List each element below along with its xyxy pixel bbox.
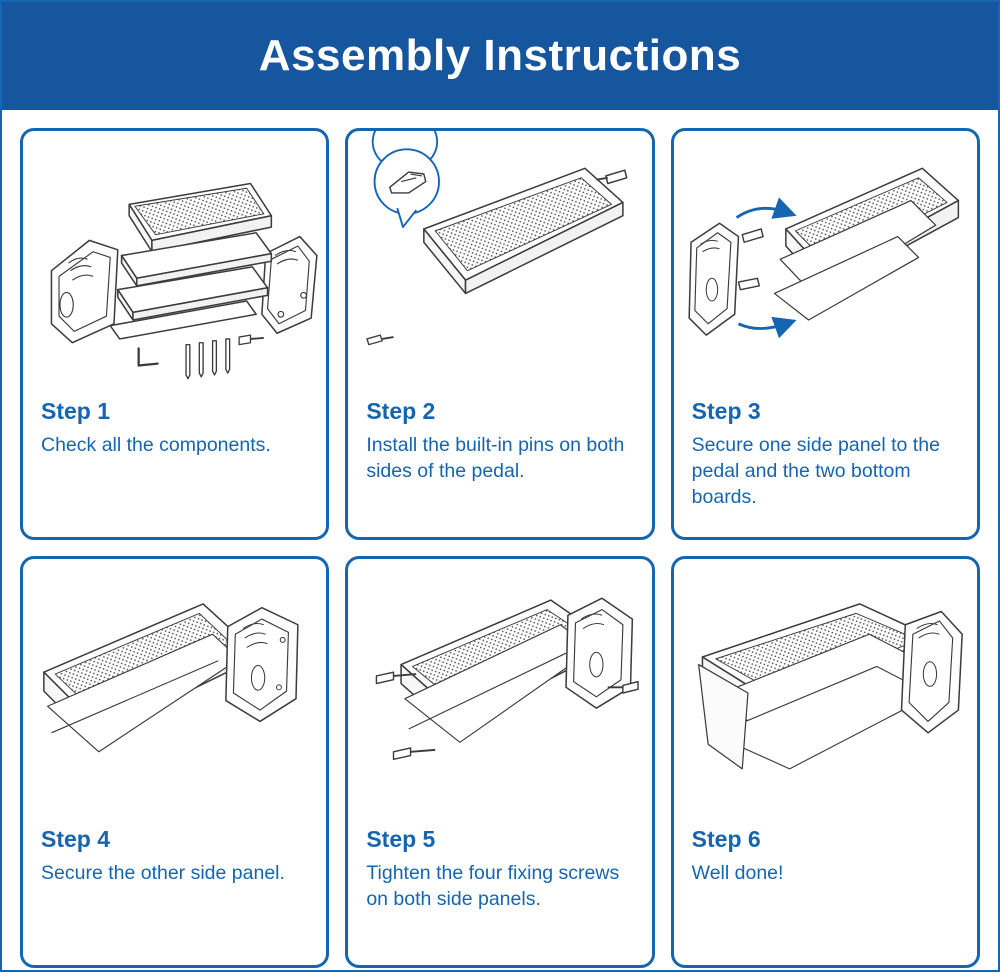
page-title: Assembly Instructions — [258, 31, 742, 80]
step-6-text: Well done! — [691, 862, 784, 885]
step-5-illustration — [348, 559, 651, 827]
step-card-5 — [345, 556, 654, 968]
step-2-caption — [348, 399, 651, 493]
step-4-caption — [23, 827, 326, 895]
step-card-3 — [671, 128, 980, 540]
step-3-caption — [674, 399, 977, 519]
step-card-1 — [20, 128, 329, 540]
step-2-label: Step 2 — [366, 398, 436, 424]
step-2-text: Install the built-in pins on both sides of the pedal. — [366, 434, 625, 483]
step-6-caption — [674, 827, 977, 895]
steps-grid — [2, 110, 998, 978]
step-6-label: Step 6 — [691, 826, 761, 852]
step-2-illustration — [348, 131, 651, 399]
step-card-6 — [671, 556, 980, 968]
step-card-4 — [20, 556, 329, 968]
step-card-2 — [345, 128, 654, 540]
step-4-illustration — [23, 559, 326, 827]
step-6-illustration — [674, 559, 977, 827]
page-header — [2, 2, 998, 110]
step-3-illustration — [674, 131, 977, 399]
step-5-caption — [348, 827, 651, 921]
step-1-text: Check all the components. — [41, 434, 271, 457]
step-1-illustration — [23, 131, 326, 399]
step-1-label: Step 1 — [41, 398, 111, 424]
step-5-text: Tighten the four fixing screws on both side panels. — [366, 862, 620, 911]
step-1-caption — [23, 399, 326, 467]
step-3-label: Step 3 — [691, 398, 761, 424]
step-5-label: Step 5 — [366, 826, 436, 852]
step-3-text: Secure one side panel to the pedal and the two bottom boards. — [691, 434, 940, 509]
step-4-label: Step 4 — [41, 826, 111, 852]
step-4-text: Secure the other side panel. — [41, 862, 285, 885]
